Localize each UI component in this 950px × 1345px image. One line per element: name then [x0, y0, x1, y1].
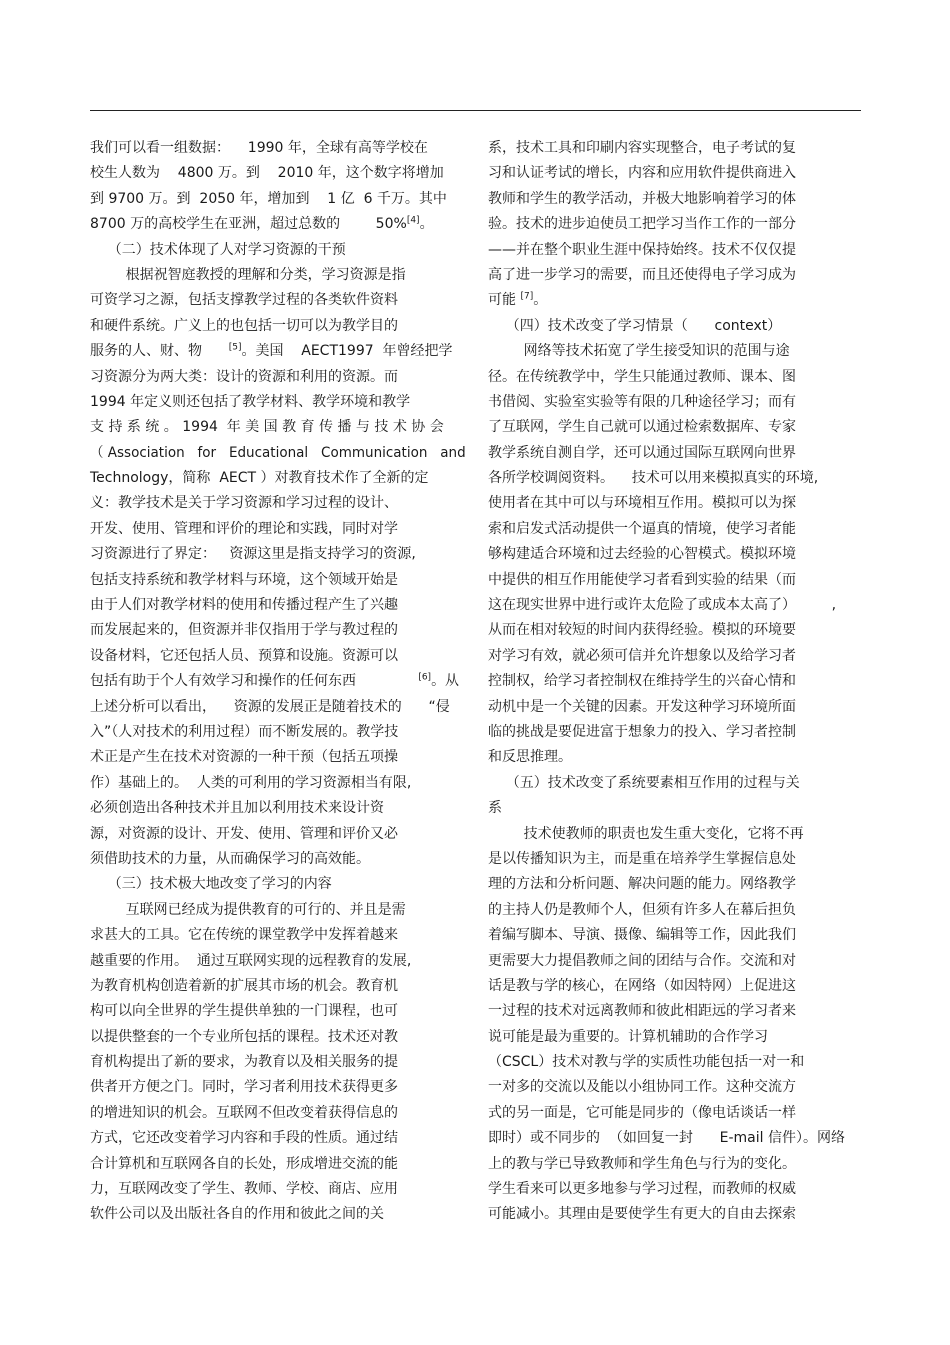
text-line: 径。在传统教学中，学生只能通过教师、课本、图	[488, 368, 796, 385]
text-line: 更需要大力提倡教师之间的团结与合作。交流和对	[488, 952, 796, 969]
text-line: 了互联网，学生自己就可以通过检索数据库、专家	[488, 419, 796, 436]
text-line: 动机中是一个关键的因素。开发这种学习环境所面	[488, 698, 796, 715]
text-line: 是以传播知识为主，而是重在培养学生掌握信息处	[488, 850, 796, 867]
text-line: 力，互联网改变了学生、教师、学校、商店、应用	[90, 1181, 398, 1198]
text-line: 教学系统自测自学，还可以通过国际互联网向世界	[488, 444, 796, 461]
text-line: 一对多的交流以及能以小组协同工作。这种交流方	[488, 1079, 796, 1096]
text-line: 够构建适合环境和过去经验的心智模式。模拟环境	[488, 546, 796, 563]
text-line: 即时）或不同步的 （如回复一封 E-mail 信件）。网络	[488, 1130, 845, 1147]
text-line: 术正是产生在技术对资源的一种干预（包括五项操	[90, 749, 398, 766]
text-line: 求甚大的工具。它在传统的课堂教学中发挥着越来	[90, 927, 398, 944]
text-line: 说可能是最为重要的。计算机辅助的合作学习	[488, 1028, 768, 1045]
citation-6: [6]	[418, 672, 432, 683]
text-line: 软件公司以及出版社各自的作用和彼此之间的关	[90, 1206, 384, 1223]
text-line: 合计算机和互联网各自的长处，形成增进交流的能	[90, 1155, 398, 1172]
text-line: 开发、使用、管理和评价的理论和实践，同时对学	[90, 520, 398, 537]
left-column	[90, 136, 466, 1228]
text-line: 使用者在其中可以与环境相互作用。模拟可以为探	[488, 495, 796, 512]
text-line: 着编写脚本、导演、摄像、编辑等工作，因此我们	[488, 927, 796, 944]
text-line: 可能 [7]。	[488, 291, 548, 309]
text-line: 习资源分为两大类：设计的资源和利用的资源。而	[90, 368, 398, 385]
text-line: 支 持 系 统 。 1994 年 美 国 教 育 传 播 与 技 术 协 会	[90, 419, 444, 436]
text-line: 互联网已经成为提供教育的可行的、并且是需	[90, 901, 406, 918]
text-line: 习资源进行了界定： 资源这里是指支持学习的资源,	[90, 546, 416, 563]
text-line: 这在现实世界中进行或许太危险了或成本太高了） ,	[488, 597, 837, 614]
text-line: 以提供整套的一个专业所包括的课程。技术还对教	[90, 1028, 398, 1045]
text-line: 习和认证考试的增长，内容和应用软件提供商进入	[488, 165, 796, 182]
text-line: （ Association for Educational Communication and	[90, 444, 466, 461]
text-line: 供者开方便之门。同时，学习者利用技术获得更多	[90, 1079, 398, 1096]
text-line: 对学习有效，就必须可信并允许想象以及给学习者	[488, 647, 796, 664]
section-heading-5: （五）技术改变了系统要素相互作用的过程与关	[488, 774, 800, 791]
text-line: 临的挑战是要促进富于想象力的投入、学习者控制	[488, 723, 796, 740]
text-line: 由于人们对教学材料的使用和传播过程产生了兴趣	[90, 597, 398, 614]
text-line: 须借助技术的力量，从而确保学习的高效能。	[90, 850, 370, 867]
section-heading-3: （三）技术极大地改变了学习的内容	[90, 876, 332, 893]
text-line: 网络等技术拓宽了学生接受知识的范围与途	[488, 343, 790, 360]
text-line: 可能减小。其理由是要使学生有更大的自由去探索	[488, 1206, 796, 1223]
text-line: 理的方法和分析问题、解决问题的能力。网络教学	[488, 876, 796, 893]
text-line: 越重要的作用。 通过互联网实现的远程教育的发展,	[90, 952, 412, 969]
text-line: 校生人数为 4800 万。到 2010 年，这个数字将增加	[90, 165, 444, 182]
text-line: 根据祝智庭教授的理解和分类，学习资源是指	[90, 266, 406, 283]
text-line: 验。技术的进步迫使员工把学习当作工作的一部分	[488, 216, 796, 233]
text-line: （CSCL）技术对教与学的实质性功能包括一对一和	[488, 1054, 805, 1071]
text-line: 式的另一面是，它可能是同步的（像电话谈话一样	[488, 1104, 796, 1121]
text-line: 必须创造出各种技术并且加以利用技术来设计资	[90, 800, 384, 817]
citation-5: [5]	[228, 342, 242, 353]
text-line: 各所学校调阅资料。 技术可以用来模拟真实的环境,	[488, 470, 819, 487]
text-line: 方式，它还改变着学习内容和手段的性质。通过结	[90, 1130, 398, 1147]
text-line: 我们可以看一组数据： 1990 年，全球有高等学校在	[90, 140, 428, 156]
text-line: 上述分析可以看出， 资源的发展正是随着技术的 “侵	[90, 698, 450, 715]
text-line: 作）基础上的。 人类的可利用的学习资源相当有限,	[90, 774, 412, 791]
section-heading-2: （二）技术体现了人对学习资源的干预	[90, 241, 346, 258]
text-line: 为教育机构创造着新的扩展其市场的机会。教育机	[90, 977, 398, 994]
text-line: 中提供的相互作用能使学习者看到实验的结果（而	[488, 571, 796, 588]
text-line: 索和启发式活动提供一个逼真的情境，使学习者能	[488, 520, 796, 537]
text-line: 8700 万的高校学生在亚洲，超过总数的 50%[4]。	[90, 215, 434, 233]
citation-7: [7]	[520, 291, 534, 302]
text-line: 和反思推理。	[488, 749, 572, 766]
section-heading-5-cont: 系	[488, 800, 502, 817]
text-line: 的增进知识的机会。互联网不但改变着获得信息的	[90, 1104, 398, 1121]
text-line: 义：教学技术是关于学习资源和学习过程的设计、	[90, 495, 398, 512]
section-heading-4: （四）技术改变了学习情景（ context）	[488, 317, 782, 334]
text-line: 服务的人、财、物 [5]。美国 AECT1997 年曾经把学	[90, 342, 453, 360]
text-line: 设备材料，它还包括人员、预算和设施。资源可以	[90, 647, 398, 664]
text-line: 育机构提出了新的要求，为教育以及相关服务的提	[90, 1054, 398, 1071]
text-line: 话是教与学的核心，在网络（如因特网）上促进这	[488, 977, 796, 994]
text-line: 而发展起来的，但资源并非仅指用于学与教过程的	[90, 622, 398, 639]
header-rule	[90, 110, 861, 111]
text-line: ——并在整个职业生涯中保持始终。技术不仅仅提	[488, 241, 796, 258]
text-line: 可资学习之源，包括支撑教学过程的各类软件资料	[90, 292, 398, 309]
text-line: 包括支持系统和教学材料与环境，这个领域开始是	[90, 571, 398, 588]
text-line: 到 9700 万。到 2050 年，增加到 1 亿 6 千万。其中	[90, 190, 447, 207]
text-line: 源，对资源的设计、开发、使用、管理和评价又必	[90, 825, 398, 842]
text-line: 从而在相对较短的时间内获得经验。模拟的环境要	[488, 622, 796, 639]
text-line: 学生看来可以更多地参与学习过程，而教师的权威	[488, 1181, 796, 1198]
text-line: 一过程的技术对远离教师和彼此相距远的学习者来	[488, 1003, 796, 1020]
right-column	[488, 136, 863, 1228]
text-line: 1994 年定义则还包括了教学材料、教学环境和教学	[90, 393, 411, 410]
stray-comma: ,	[831, 597, 837, 614]
text-line: 和硬件系统。广义上的也包括一切可以为教学目的	[90, 317, 398, 334]
text-line: 系，技术工具和印刷内容实现整合，电子考试的复	[488, 140, 796, 156]
text-line: 高了进一步学习的需要，而且还使得电子学习成为	[488, 266, 796, 283]
text-line: 构可以向全世界的学生提供单独的一门课程，也可	[90, 1003, 398, 1020]
text-line: 包括有助于个人有效学习和操作的任何东西 [6]。从	[90, 672, 460, 690]
text-line: 教师和学生的教学活动，并极大地影响着学习的体	[488, 190, 796, 207]
text-line: 上的教与学已导致教师和学生角色与行为的变化。	[488, 1155, 796, 1172]
text-line: 入”（人对技术的利用过程）而不断发展的。教学技	[90, 723, 399, 740]
text-line: Technology，简称 AECT ）对教育技术作了全新的定	[90, 470, 429, 487]
text-line: 书借阅、实验室实验等有限的几种途径学习；而有	[488, 393, 796, 410]
text-line: 技术使教师的职责也发生重大变化，它将不再	[488, 825, 804, 842]
citation-4: [4]	[406, 215, 420, 226]
text-line: 的主持人仍是教师个人，但须有许多人在幕后担负	[488, 901, 796, 918]
text-line: 控制权，给学习者控制权在维持学生的兴奋心情和	[488, 673, 796, 690]
